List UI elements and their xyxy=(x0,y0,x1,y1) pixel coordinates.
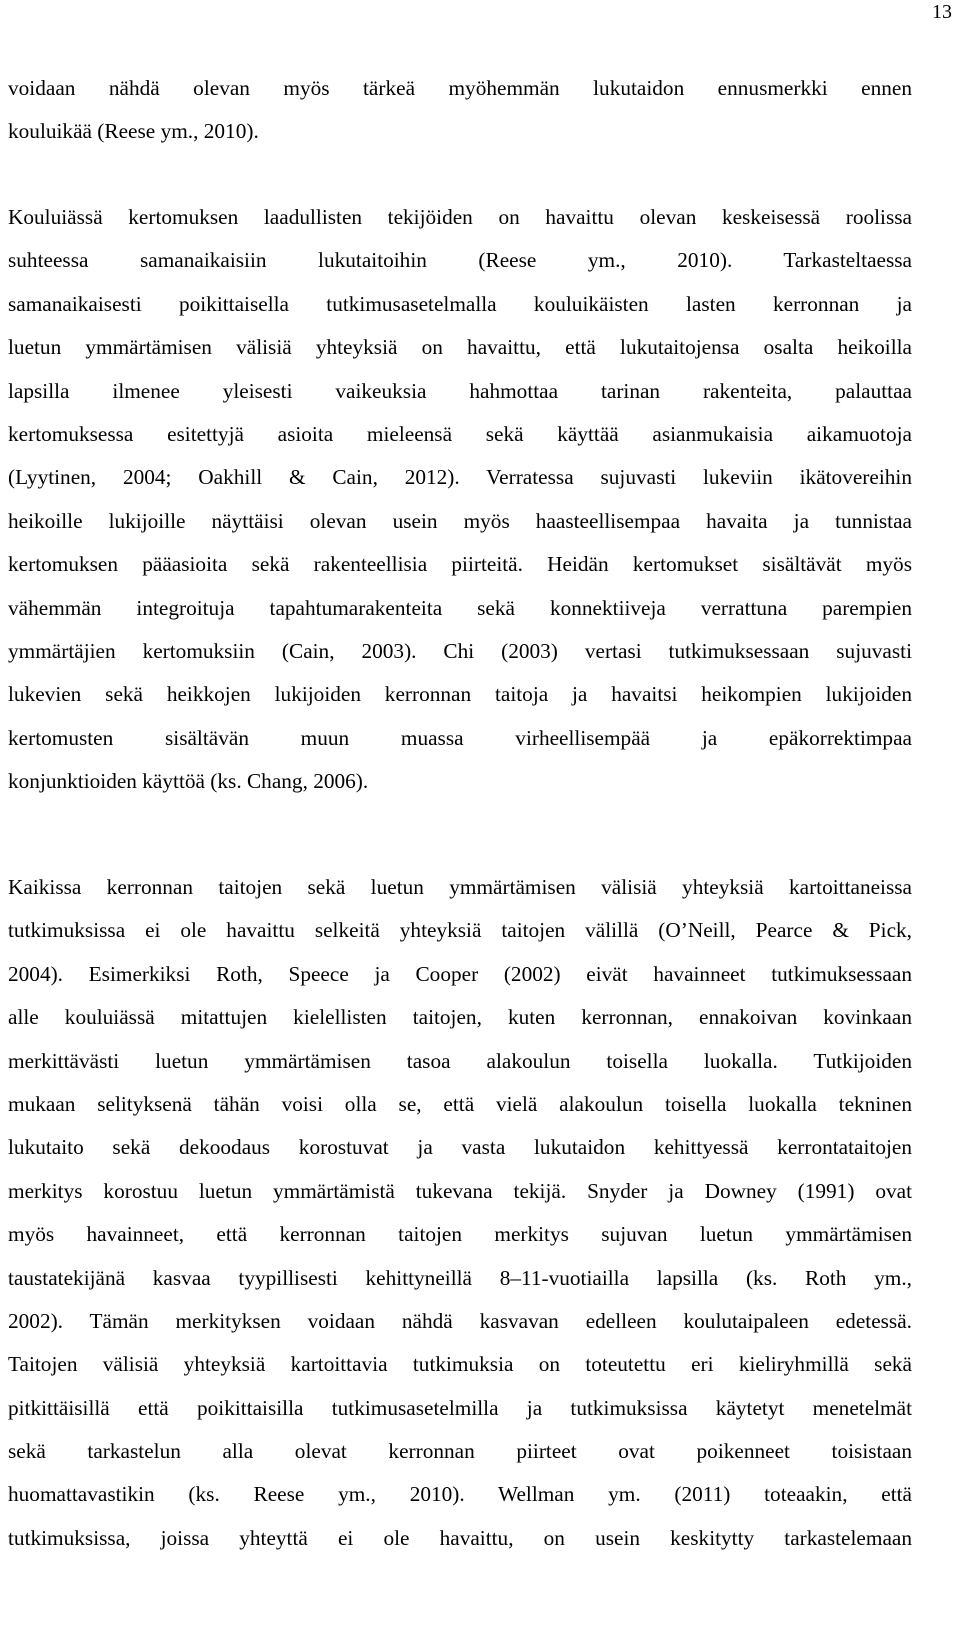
text-line: tutkimuksissa ei ole havaittu selkeitä yhteyksiä taitojen välillä (O’Neill, Pearce & Pick, xyxy=(8,918,912,943)
text-line: sekä tarkastelun alla olevat kerronnan piirteet ovat poikenneet toisistaan xyxy=(8,1439,912,1464)
text-line: merkittävästi luetun ymmärtämisen tasoa alakoulun toisella luokalla. Tutkijoiden xyxy=(8,1048,912,1073)
text-line: Kouluiässä kertomuksen laadullisten tekijöiden on havaittu olevan keskeisessä roolissa xyxy=(8,205,912,229)
paragraph xyxy=(8,67,912,154)
text-line: suhteessa samanaikaisiin lukutaitoihin (Reese ym., 2010). Tarkasteltaessa xyxy=(8,248,912,273)
text-line: 2002). Tämän merkityksen voidaan nähdä kasvavan edelleen koulutaipaleen edetessä. xyxy=(8,1308,912,1333)
text-line: tutkimuksissa, joissa yhteyttä ei ole havaittu, on usein keskitytty tarkastelemaan xyxy=(8,1525,912,1550)
text-line: myös havainneet, että kerronnan taitojen merkitys sujuvan luetun ymmärtämisen xyxy=(8,1222,912,1247)
text-line: lukutaito sekä dekoodaus korostuvat ja vasta lukutaidon kehittyessä kerrontataitojen xyxy=(8,1135,912,1160)
text-line: heikoille lukijoille näyttäisi olevan usein myös haasteellisempaa havaita ja tunnistaa xyxy=(8,508,912,533)
text-line: konjunktioiden käyttöä (ks. Chang, 2006). xyxy=(8,769,369,794)
text-line: kertomusten sisältävän muun muassa virheellisempää ja epäkorrektimpaa xyxy=(8,725,912,750)
paragraph xyxy=(8,866,912,1560)
paragraph xyxy=(8,196,912,803)
text-line: kertomuksessa esitettyjä asioita mieleensä sekä käyttää asianmukaisia aikamuotoja xyxy=(8,421,912,446)
page-number: 13 xyxy=(932,1,952,23)
text-line: lapsilla ilmenee yleisesti vaikeuksia hahmottaa tarinan rakenteita, palauttaa xyxy=(8,378,912,403)
text-line: (Lyytinen, 2004; Oakhill & Cain, 2012). Verratessa sujuvasti lukeviin ikätovereihin xyxy=(8,465,912,490)
text-line: mukaan selityksenä tähän voisi olla se, että vielä alakoulun toisella luokalla tekninen xyxy=(8,1091,912,1116)
text-line: alle kouluiässä mitattujen kielellisten taitojen, kuten kerronnan, ennakoivan kovinkaan xyxy=(8,1005,912,1030)
text-line: pitkittäisillä että poikittaisilla tutkimusasetelmilla ja tutkimuksissa käytetyt menetelmät xyxy=(8,1395,912,1420)
text-line: kertomuksen pääasioita sekä rakenteellisia piirteitä. Heidän kertomukset sisältävät myös xyxy=(8,552,912,577)
text-line: merkitys korostuu luetun ymmärtämistä tukevana tekijä. Snyder ja Downey (1991) ovat xyxy=(8,1178,912,1203)
text-line: samanaikaisesti poikittaisella tutkimusasetelmalla kouluikäisten lasten kerronnan ja xyxy=(8,291,912,316)
text-line: vähemmän integroituja tapahtumarakenteita sekä konnektiiveja verrattuna parempien xyxy=(8,595,912,620)
text-line: kouluikää (Reese ym., 2010). xyxy=(8,119,259,144)
text-line: voidaan nähdä olevan myös tärkeä myöhemmän lukutaidon ennusmerkki ennen xyxy=(8,76,912,100)
text-line: lukevien sekä heikkojen lukijoiden kerronnan taitoja ja havaitsi heikompien lukijoiden xyxy=(8,682,912,707)
text-line: Taitojen välisiä yhteyksiä kartoittavia tutkimuksia on toteutettu eri kieliryhmillä sekä xyxy=(8,1352,912,1377)
text-line: luetun ymmärtämisen välisiä yhteyksiä on havaittu, että lukutaitojensa osalta heikoilla xyxy=(8,335,912,360)
text-line: 2004). Esimerkiksi Roth, Speece ja Cooper (2002) eivät havainneet tutkimuksessaan xyxy=(8,961,912,986)
text-line: ymmärtäjien kertomuksiin (Cain, 2003). Chi (2003) vertasi tutkimuksessaan sujuvasti xyxy=(8,638,912,663)
text-line: huomattavastikin (ks. Reese ym., 2010). Wellman ym. (2011) toteaakin, että xyxy=(8,1482,912,1507)
text-line: taustatekijänä kasvaa tyypillisesti kehittyneillä 8–11-vuotiailla lapsilla (ks. Roth ym., xyxy=(8,1265,912,1290)
text-line: Kaikissa kerronnan taitojen sekä luetun ymmärtämisen välisiä yhteyksiä kartoittaneissa xyxy=(8,875,912,899)
